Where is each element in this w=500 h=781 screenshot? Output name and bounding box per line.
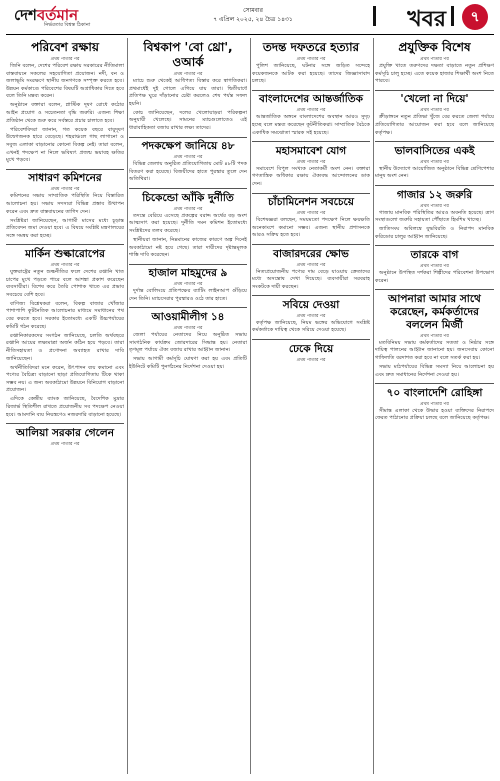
news-story: [6, 169, 124, 241]
story-divider: [6, 423, 124, 424]
news-story: [129, 188, 247, 260]
column-rule: [373, 38, 374, 774]
story-paragraph: স্থানীয়রা জানান, নিম্নমানের কাজের কারণে অল্প দিনেই অবকাঠামো নষ্ট হয়ে গেছে। তারা দায়ীদের দৃষ্টান্তমূলক শাস্তি দাবি করেছেন।: [129, 236, 247, 259]
story-headline[interactable]: বিশ্বকাপ 'বো থ্রো', ওআর্ক: [143, 40, 233, 69]
day-text: সোমবার: [243, 7, 263, 14]
logo-accent-text: বর্তমান: [36, 6, 79, 24]
story-headline[interactable]: ভালবাসিতের একই: [394, 144, 475, 157]
story-headline[interactable]: গাজার ১২ জরুরি: [396, 188, 473, 201]
news-story: [129, 264, 247, 304]
story-byline: প্রথম পাতার পর: [173, 282, 203, 288]
story-headline[interactable]: হাজাল মাহমুদের ৯: [148, 267, 228, 280]
news-story: [375, 40, 494, 86]
story-paragraph: সমাবেশে বিপুল সংখ্যক নেতাকর্মী অংশ নেন। বক্তারা গণতান্ত্রিক অধিকার রক্ষায় ঐক্যবদ্ধ আন্দোলনের ডাক দেন।: [252, 165, 370, 187]
story-body: [375, 114, 494, 137]
logo-left-text: দেশ: [14, 6, 37, 24]
story-paragraph: কোচ জানিয়েছেন, দলের খেলোয়াড়রা পরিকল্পনা অনুযায়ী খেলেছে। সামনের ম্যাচগুলোতেও এই ধারাবাহিকতা বজায় রাখার লক্ষ্য তাদের।: [129, 109, 247, 132]
story-byline: প্রথম পাতার পর: [296, 357, 326, 363]
story-body: [375, 408, 494, 423]
column-rule: [127, 38, 128, 774]
news-story: [6, 244, 124, 419]
story-headline[interactable]: সাধারণ কমিশনের: [28, 172, 102, 185]
story-body: [252, 166, 370, 189]
news-story: [252, 339, 370, 364]
section-title: খবর: [407, 7, 446, 32]
news-story: [375, 289, 494, 379]
story-divider: [375, 245, 494, 246]
column-3: [252, 38, 370, 774]
story-headline[interactable]: পদকক্ষেপ জানিয়ে ৪৮: [141, 140, 235, 153]
story-byline: প্রথম পাতার পর: [420, 333, 449, 339]
story-divider: [6, 244, 124, 245]
story-paragraph: দুর্দান্ত বোলিংয়ে প্রতিপক্ষের ব্যাটিং লাইনআপ গুঁড়িয়ে দেন তিনি। ম্যাচসেরার পুরস্কারও ওঠে তার হাতে।: [129, 288, 247, 302]
date-text: ৭ এপ্রিল ২০২৫, ২৪ চৈত্র ১৪৩১: [213, 16, 293, 23]
story-divider: [375, 185, 494, 186]
story-paragraph: রপ্তানিকারকদের সংগঠন জানিয়েছে, চলতি অর্থবছরে রপ্তানি আয়ের লক্ষ্যমাত্রা অর্জন কঠিন হয়ে পড়বে। তারা নীতিসহায়তা ও প্রণোদনা অব্যাহত রাখার দাবি জানিয়েছেন।: [6, 332, 124, 362]
story-body: [252, 217, 370, 240]
story-body: [129, 288, 247, 303]
story-paragraph: সভায় আগামী কর্মসূচি ঘোষণা করা হয় এবং প্রতিটি ইউনিটে কমিটি পুনর্গঠনের নির্দেশনা দেওয়া হয়।: [129, 356, 247, 370]
story-body: [375, 270, 494, 285]
story-byline: প্রথম পাতার পর: [296, 108, 326, 114]
story-paragraph: কর্তৃপক্ষ জানিয়েছে, নিয়ম ভঙ্গের অভিযোগে সংশ্লিষ্ট কর্মকর্তাকে দায়িত্ব থেকে সরিয়ে দেওয়া হয়েছে।: [252, 319, 370, 334]
story-body: [375, 340, 494, 379]
story-divider: [252, 244, 370, 245]
story-headline[interactable]: মহাসমাবেশ যোগ: [275, 144, 347, 157]
story-paragraph: সীমান্ত এলাকা থেকে উদ্ধার হওয়া ব্যক্তিদের নিরাপদে ফেরত পাঠানোর প্রক্রিয়া চলছে বলে জানিয়েছে কর্তৃপক্ষ।: [375, 407, 494, 422]
news-story: [252, 295, 370, 335]
story-paragraph: অনুষ্ঠানে উপস্থিত দর্শকরা শিল্পীদের পরিবেশনা উপভোগ করেন।: [375, 270, 494, 284]
story-paragraph: কমিশনের সভায় সাম্প্রতিক পরিস্থিতি নিয়ে বিস্তারিত আলোচনা হয়। সভায় সদস্যরা বিভিন্ন প্রস্তাব উত্থাপন করেন এবং দ্রুত বাস্তবায়নের তাগিদ দেন।: [6, 193, 124, 215]
news-story: [375, 383, 494, 423]
story-paragraph: এদিকে কেন্দ্রীয় ব্যাংক জানিয়েছে, বৈদেশিক মুদ্রার রিজার্ভ স্থিতিশীল রাখতে প্রয়োজনীয় সব পদক্ষেপ নেওয়া হবে। আমদানি ব্যয় নিয়ন্ত্রণেও নজরদারি বাড়ানো হয়েছে।: [6, 396, 124, 418]
story-byline: প্রথম পাতার পর: [50, 57, 80, 62]
news-story: [252, 141, 370, 188]
story-headline[interactable]: 'খেলো না দিয়ে': [400, 93, 469, 106]
story-byline: প্রথম পাতার পর: [420, 264, 449, 269]
news-story: [6, 40, 124, 165]
story-body: [252, 63, 370, 86]
story-divider: [252, 193, 370, 194]
story-byline: প্রথম পাতার পর: [50, 262, 80, 268]
story-byline: প্রথম পাতার পর: [173, 72, 203, 77]
story-headline[interactable]: মার্কিন শুল্কারোপের: [25, 247, 105, 260]
story-headline[interactable]: তারকে বাগ: [410, 249, 459, 261]
story-divider: [252, 339, 370, 340]
story-headline[interactable]: আওয়ামীলীগ ১৪: [151, 311, 225, 324]
story-divider: [129, 307, 247, 308]
story-paragraph: নিত্যপ্রয়োজনীয় পণ্যের দাম বেড়ে যাওয়ায় ক্রেতাদের মধ্যে অসন্তোষ দেখা দিয়েছে। ব্যবসায়ীরা সরবরাহ সংকটকে দায়ী করছেন।: [252, 268, 370, 290]
story-headline[interactable]: চাঁচামিনেশন সবচেয়ে: [268, 196, 354, 209]
news-story: [252, 90, 370, 137]
story-body: [252, 320, 370, 335]
story-divider: [375, 383, 494, 384]
column-4: [375, 38, 494, 774]
story-divider: [129, 137, 247, 138]
story-byline: প্রথম পাতার পর: [173, 155, 203, 161]
story-headline[interactable]: বাজারদরের ক্ষোভ: [273, 247, 349, 260]
story-byline: প্রথম পাতার পর: [296, 313, 326, 319]
story-body: [129, 78, 247, 133]
columns-area: [6, 38, 494, 774]
story-divider: [129, 188, 247, 189]
story-divider: [252, 141, 370, 142]
news-story: [252, 193, 370, 240]
story-headline[interactable]: বাংলাদেশের আন্তর্জাতিক: [258, 93, 364, 106]
story-byline: প্রথম পাতার পর: [296, 211, 326, 217]
story-body: [129, 213, 247, 260]
story-body: [252, 114, 370, 137]
story-headline[interactable]: সবিয়ে দেওয়া: [282, 298, 340, 311]
news-story: [375, 185, 494, 241]
story-paragraph: জিনি বলেন, দেশের পরিবেশ রক্ষায় সরকারের নীতিমালা বাস্তবায়নে সকলের সহযোগিতা প্রয়োজন। নদী, বন ও জলাভূমি সংরক্ষণে স্থানীয় জনগণকে সম্পৃক্ত করতে হবে। উন্নয়ন কর্মকাণ্ডে পরিবেশের বিষয়টি অগ্রাধিকার দিতে হবে বলে তিনি মন্তব্য করেন।: [6, 63, 124, 100]
story-paragraph: গাজায় মানবিক পরিস্থিতির আরও অবনতি হয়েছে। ত্রাণ সংস্থাগুলো জরুরি সহায়তা পৌঁছাতে হিমশিম খাচ্ছে।: [375, 209, 494, 224]
story-divider: [375, 289, 494, 290]
story-headline[interactable]: আপনারা আমার সাথে করেছেন, কর্মকর্তাদের বললেন মির্জী: [388, 292, 481, 331]
story-body: [129, 161, 247, 184]
news-story: [129, 137, 247, 184]
story-paragraph: আন্তর্জাতিক অঙ্গনে বাংলাদেশের অবস্থান আরও সুদৃঢ় হচ্ছে বলে মন্তব্য করেছেন কূটনীতিকরা। সাম্প্রতিক বৈঠকে একাধিক সমঝোতা স্মারক সই হয়েছে।: [252, 114, 370, 136]
story-byline: প্রথম পাতার পর: [173, 326, 203, 332]
story-divider: [6, 169, 124, 170]
story-paragraph: বিশেষজ্ঞরা বলছেন, সময়মতো পদক্ষেপ নিলে ক্ষয়ক্ষতি অনেকাংশে কমানো সম্ভব। এজন্য স্থানীয় প্রশাসনকে আরও সক্রিয় হতে হবে।: [252, 217, 370, 239]
news-story: [129, 307, 247, 371]
story-paragraph: বাণিজ্য বিশ্লেষকরা বলেন, বিকল্প বাজার খোঁজার পাশাপাশি কূটনৈতিক আলোচনার মাধ্যমে সমাধানের পথ বের করতে হবে। সরকার ইতোমধ্যে একটি উচ্চপর্যায়ের কমিটি গঠন করেছে।: [6, 300, 124, 330]
story-paragraph: পরিবেশবিদরা জানান, গত কয়েক বছরে বায়ুদূষণ উদ্বেগজনক হারে বেড়েছে। শহরাঞ্চলে গাছ লাগানো ও সবুজ এলাকা বাড়ানোর কোনো বিকল্প নেই। তারা বলেন, এখনই পদক্ষেপ না নিলে ভবিষ্যৎ প্রজন্ম ভয়াবহ ক্ষতির মুখে পড়বে।: [6, 126, 124, 164]
story-headline[interactable]: তদন্ত দফতরে হত্যার: [262, 40, 360, 54]
column-2: [129, 38, 247, 774]
story-paragraph: মতবিনিময় সভায় কর্মকর্তাদের সততা ও নিষ্ঠার সঙ্গে দায়িত্ব পালনের আহ্বান জানানো হয়। জনসেবায় কোনো গাফিলতি বরদাশত করা হবে না বলে সতর্ক করা হয়।: [375, 339, 494, 361]
story-byline: প্রথম পাতার পর: [296, 57, 326, 62]
news-story: [252, 244, 370, 291]
news-story: [375, 141, 494, 181]
story-paragraph: প্রযুক্তি খাতে তরুণদের দক্ষতা বাড়াতে নতুন প্রশিক্ষণ কর্মসূচি চালু হচ্ছে। এতে কয়েক হাজার শিক্ষার্থী অংশ নিতে পারবে।: [375, 63, 494, 85]
masthead: [6, 0, 494, 35]
story-headline[interactable]: পরিবেশ রক্ষায়: [31, 40, 99, 54]
story-body: [375, 166, 494, 181]
story-body: [6, 269, 124, 419]
news-story: [375, 245, 494, 285]
story-body: [375, 63, 494, 86]
story-headline[interactable]: চিকেন্ডো আঁকি দুর্নীতি: [142, 191, 234, 204]
story-paragraph: তদন্তে বেরিয়ে এসেছে প্রকল্পের বরাদ্দ অর্থের বড় অংশ আত্মসাৎ করা হয়েছে। দুর্নীতি দমন কমিশন ইতোমধ্যে সংশ্লিষ্টদের তলব করেছে।: [129, 212, 247, 234]
column-rule: [250, 38, 251, 774]
story-paragraph: বিভিন্ন জেলায় অনুষ্ঠিত প্রতিযোগিতায় মোট ৪৮টি পদক বিতরণ করা হয়েছে। বিজয়ীদের হাতে পুরস্কার তুলে দেন অতিথিরা।: [129, 161, 247, 183]
logo-tagline: নির্ভরতার বিশ্বস্ত ঠিকানা: [44, 22, 91, 28]
story-body: [6, 193, 124, 240]
story-paragraph: সংশ্লিষ্টরা জানিয়েছেন, আগামী মাসের মধ্যে চূড়ান্ত প্রতিবেদন জমা দেওয়া হবে। এ বিষয়ে সংশ্লিষ্ট মন্ত্রণালয়ের সঙ্গে সমন্বয় করা হচ্ছে।: [6, 217, 124, 239]
story-byline: প্রথম পাতার পর: [420, 401, 449, 407]
story-paragraph: যুক্তরাষ্ট্রের নতুন শুল্কনীতির ফলে দেশের রপ্তানি খাত চাপের মুখে পড়তে পারে বলে আশঙ্কা প্রকাশ করেছেন ব্যবসায়ীরা। বিশেষ করে তৈরি পোশাক খাতে এর প্রভাব সবচেয়ে বেশি হবে।: [6, 268, 124, 298]
story-divider: [375, 90, 494, 91]
story-byline: প্রথম পাতার পর: [50, 441, 80, 447]
story-paragraph: অর্থনীতিবিদরা মনে করেন, উৎপাদন ব্যয় কমানো এবং পণ্যের বৈচিত্র্য বাড়ানো ছাড়া প্রতিযোগিতায় টিকে থাকা সম্ভব নয়। এ জন্য অবকাঠামো উন্নয়নে বিনিয়োগ বাড়ানো প্রয়োজন।: [6, 364, 124, 394]
story-headline[interactable]: আলিয়া সরকার গেলেন: [16, 426, 114, 439]
story-byline: প্রথম পাতার পর: [420, 159, 449, 165]
story-divider: [252, 295, 370, 296]
story-paragraph: স্থানীয় উদ্যোগে আয়োজিত অনুষ্ঠানে বিভিন্ন শ্রেণিপেশার মানুষ অংশ নেন।: [375, 165, 494, 180]
story-byline: প্রথম পাতার পর: [50, 187, 80, 193]
news-story: [6, 423, 124, 448]
news-story: [252, 40, 370, 86]
story-headline[interactable]: ৭০ বাংলাদেশি রোহিঙ্গা: [386, 386, 483, 399]
story-headline[interactable]: ঢেকে দিয়ে: [288, 342, 334, 355]
story-byline: প্রথম পাতার পর: [420, 57, 449, 62]
story-body: [252, 269, 370, 292]
page-number-badge: ৭: [462, 4, 488, 30]
story-byline: প্রথম পাতার পর: [173, 206, 203, 212]
column-1: [6, 38, 124, 774]
story-paragraph: ক্রীড়াঙ্গনে নতুন প্রতিভা খুঁজে বের করতে জেলা পর্যায়ে প্রতিযোগিতার আয়োজন করা হবে বলে জানিয়েছে কর্তৃপক্ষ।: [375, 114, 494, 136]
story-paragraph: জাতিসংঘ অবিলম্বে যুদ্ধবিরতি ও নিরাপদ মানবিক করিডোর চালুর আহ্বান জানিয়েছে।: [375, 226, 494, 240]
story-byline: প্রথম পাতার পর: [420, 203, 449, 209]
story-byline: প্রথম পাতার পর: [296, 159, 326, 165]
story-body: [6, 63, 124, 165]
dateline: [168, 6, 338, 24]
story-paragraph: পুলিশ জানিয়েছে, ঘটনার সঙ্গে জড়িত সন্দেহে কয়েকজনকে আটক করা হয়েছে। তাদের জিজ্ঞাসাবাদ চলছে।: [252, 63, 370, 85]
story-divider: [252, 90, 370, 91]
story-paragraph: ম্যাচে শুরু থেকেই আধিপত্য বিস্তার করে স্বাগতিকরা। প্রথমার্ধেই দুই গোলে এগিয়ে যায় তারা। দ্বিতীয়ার্ধে প্রতিপক্ষ ঘুরে দাঁড়ানোর চেষ্টা করলেও শেষ পর্যন্ত সফল হয়নি।: [129, 78, 247, 107]
story-headline[interactable]: প্রযুক্তিক বিশেষ: [398, 40, 471, 54]
story-paragraph: অনুষ্ঠানে বক্তারা বলেন, প্লাস্টিক দূষণ রোধে কঠোর আইন প্রয়োগ ও সচেতনতা বৃদ্ধি জরুরি। এজন্য শিক্ষা প্রতিষ্ঠান থেকে শুরু করে সর্বস্তরে প্রচার চালাতে হবে।: [6, 102, 124, 124]
masthead-bar-right: [451, 6, 454, 26]
story-body: [129, 332, 247, 371]
story-byline: প্রথম পাতার পর: [296, 262, 326, 268]
news-story: [129, 40, 247, 133]
story-divider: [375, 141, 494, 142]
story-divider: [129, 264, 247, 265]
masthead-bar-left: [373, 6, 376, 26]
story-paragraph: জেলা পর্যায়ের নেতাদের নিয়ে অনুষ্ঠিত সভায় সাংগঠনিক কার্যক্রম জোরদারের সিদ্ধান্ত হয়। নেতারা তৃণমূল পর্যায়ে ঐক্য বজায় রাখার আহ্বান জানান।: [129, 332, 247, 354]
story-body: [375, 210, 494, 242]
story-paragraph: সভায় মাঠপর্যায়ের বিভিন্ন সমস্যা নিয়ে আলোচনা হয় এবং দ্রুত সমাধানের নির্দেশনা দেওয়া হয়।: [375, 364, 494, 378]
news-story: [375, 90, 494, 137]
story-byline: প্রথম পাতার পর: [420, 108, 449, 114]
